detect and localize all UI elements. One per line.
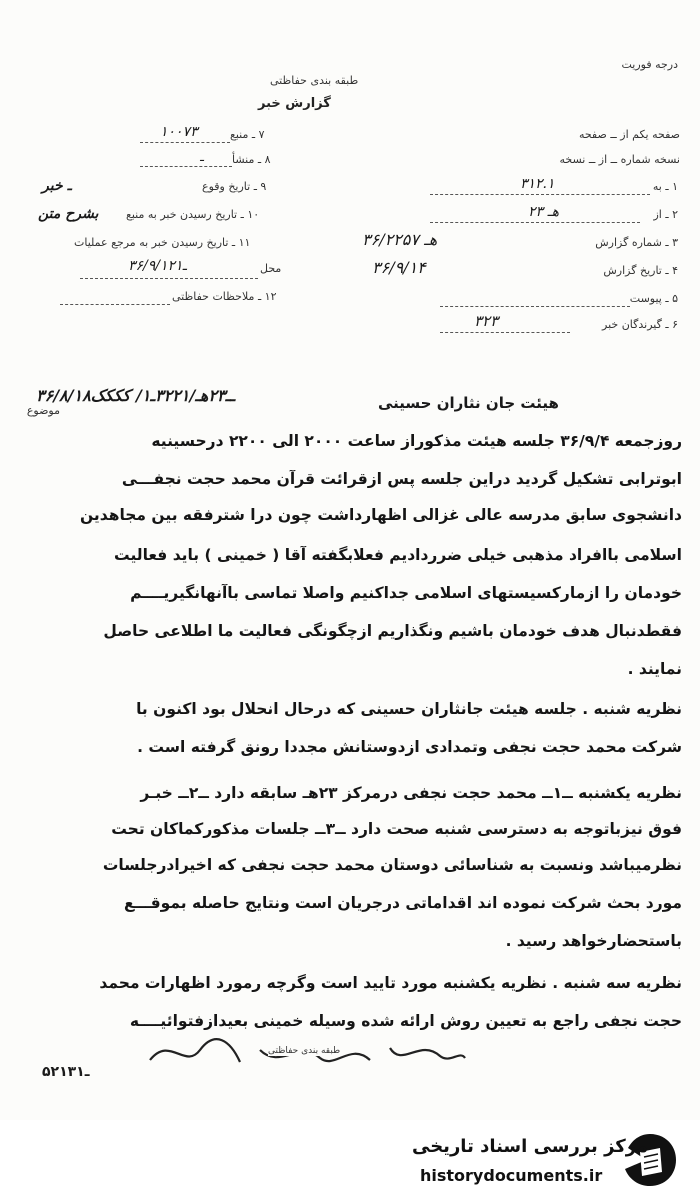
body-line: نظرميباشد ونسبت به شناسائى دوستان محمد حجت نجفى كه اخيرادرجلسات bbox=[102, 856, 682, 874]
field-label: ۱۱ ـ تاريخ رسيدن خبر به مرجع عمليات bbox=[74, 236, 251, 249]
body-line: نمايند . bbox=[627, 660, 682, 678]
reference-number: ۳۶/۸/۱۸ــ۲۳هـ/۳۲۲۱ـ۱/ کککک bbox=[36, 386, 235, 405]
urgency-label: درجه فوريت bbox=[621, 58, 678, 71]
divider bbox=[80, 278, 258, 279]
logo-name: مركز بررسى اسناد تاريخى bbox=[412, 1136, 649, 1157]
divider bbox=[430, 194, 650, 195]
field-value: ۲۳ هـ bbox=[528, 204, 559, 220]
field-label: ۱۲ ـ ملاحظات حفاظتى bbox=[172, 290, 277, 303]
logo-url: historydocuments.ir bbox=[420, 1166, 603, 1185]
field-label: ۲ ـ از bbox=[653, 208, 678, 221]
footer-code: ۵۲ـ۱۳۱ bbox=[42, 1064, 90, 1080]
field-value: ۳۶/۲۲۵۷ هـ bbox=[362, 230, 438, 249]
field-label: ۳ ـ شماره گزارش bbox=[595, 236, 678, 249]
body-line: روزجمعه ۳۶/۹/۴ جلسه هيئت مذكوراز ساعت ۲۰۰۰ الى ۲۲۰۰ درحسينيه bbox=[151, 432, 682, 450]
divider bbox=[440, 306, 630, 307]
body-line: دانشجوى سابق مدرسه عالى غزالى اظهارداشت چون درا شترفقه بين مجاهدين bbox=[79, 506, 682, 524]
field-label: ۹ ـ تاريخ وقوع bbox=[202, 180, 267, 193]
field-value: بشرح متن bbox=[38, 206, 99, 222]
field-label: ۴ ـ تاريخ گزارش bbox=[603, 264, 678, 277]
body-line: فقطدنبال هدف خودمان باشيم ونگذاريم ازچگونگى فعاليت ما اطلاعى حاصل bbox=[103, 622, 682, 640]
body-line: نظريه سه شنبه . نظريه يكشنبه مورد تاييد است وگرچه رمورد اظهارات محمد bbox=[99, 974, 682, 992]
body-line: اسلامى باافراد مذهبى خيلى ضررداديم فعلابگفته آقا ( خمينى ) بايد فعاليت bbox=[114, 546, 682, 564]
divider bbox=[430, 222, 640, 223]
body-line: باستحضارخواهد رسيد . bbox=[505, 932, 682, 950]
body-line: حجت نجفى راجع به تعيين روش ارائه شده وسيله خمينى بعيدازفتوائيــــه bbox=[129, 1012, 682, 1030]
body-line: نظريه يكشنبه ــ۱ــ محمد حجت نجفى درمركز ۲۳هـ سابقه دارد ــ۲ــ خبـر bbox=[140, 784, 682, 802]
footer-classification: طبقه بندى حفاظتى bbox=[268, 1046, 341, 1056]
field-value: ۳۱۲.۱ bbox=[520, 176, 555, 192]
report-title: گزارش خبر bbox=[258, 96, 331, 111]
field-label: ۸ ـ منشأ bbox=[232, 153, 271, 166]
divider bbox=[440, 332, 570, 333]
field-label: ۶ ـ گيرندگان خبر bbox=[602, 318, 678, 331]
body-line: ابوترابى تشكيل گرديد دراين جلسه پس ازقرائت قرآن محمد حجت نجفـــى bbox=[121, 470, 682, 488]
field-label: ۷ ـ منبع bbox=[230, 128, 265, 141]
field-value: ۱۰۰۷۳ bbox=[160, 124, 198, 140]
field-label: محل bbox=[260, 262, 282, 275]
watermark-footer bbox=[0, 1120, 700, 1195]
field-label: ۵ ـ پيوست bbox=[629, 292, 678, 305]
field-value: ۳۲۳ bbox=[474, 312, 499, 330]
body-line: شركت محمد حجت نجفى وتمدادى ازدوستانش مجددا رونق گرفته است . bbox=[137, 738, 682, 756]
divider bbox=[140, 166, 232, 167]
body-line: نظريه شنبه . جلسه هيئت جانثاران حسينى كه درحال انحلال بود اكنون با bbox=[136, 700, 682, 718]
divider bbox=[60, 304, 170, 305]
divider bbox=[140, 142, 230, 143]
field-label: صفحه يكم از ــ صفحه bbox=[578, 128, 680, 141]
field-label: ۱۰ ـ تاريخ رسيدن خبر به منبع bbox=[126, 208, 260, 221]
field-value: ۳۶/۹/۱۲ـ۱ bbox=[128, 258, 187, 274]
field-label: نسخه شماره ــ از ــ نسخه bbox=[559, 153, 680, 166]
classification-label: طبقه بندى حفاظتى bbox=[270, 74, 359, 87]
body-line: فوق نيزباتوجه به دسترسى شنبه صحت دارد ــ۳ــ جلسات مذكوركماكان تحت bbox=[111, 820, 682, 838]
body-line: خودمان را ازماركسيستهاى اسلامى جداكنيم واصلا تماسى باآنهانگيريــــم bbox=[130, 584, 682, 602]
subject-label: موضوع bbox=[26, 404, 60, 417]
field-value: ۳۶/۹/۱۴ bbox=[372, 258, 426, 277]
body-line: مورد بحث شركت نموده اند اقداماتى درجريان است ونتايج حاصله بموقـــع bbox=[124, 894, 682, 912]
subject-text: هيئت جان نثاران حسينى bbox=[378, 394, 559, 412]
field-label: ۱ ـ به bbox=[652, 180, 678, 193]
field-value: ـ خبر bbox=[42, 178, 72, 194]
field-value: ـ bbox=[200, 150, 204, 165]
